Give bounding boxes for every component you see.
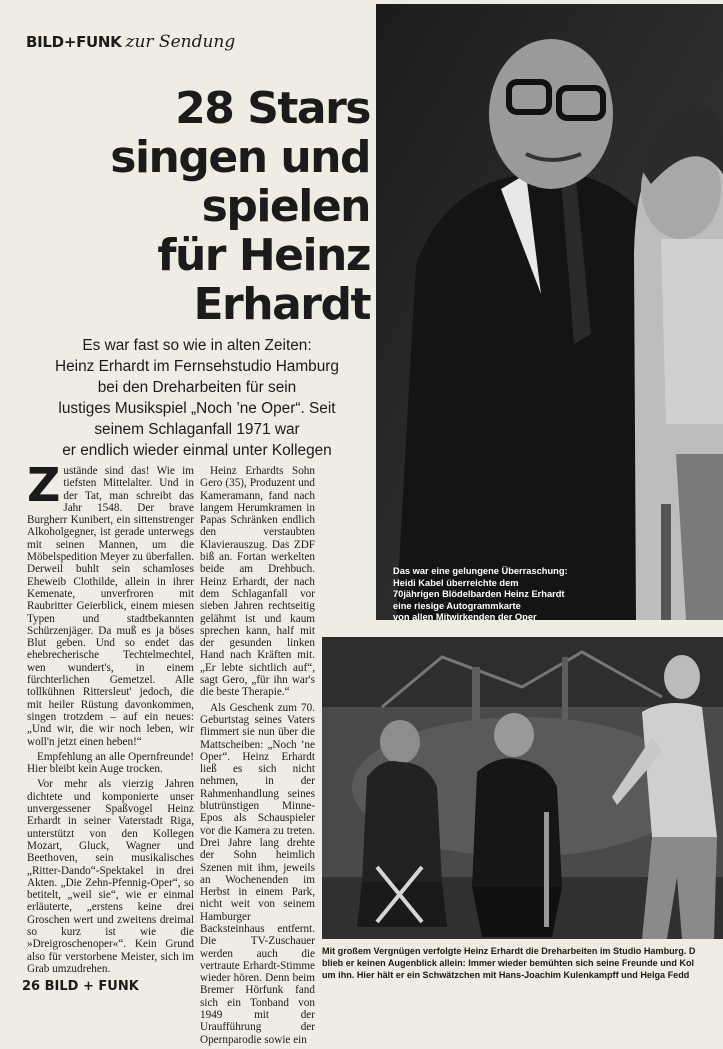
article-paragraph: Empfehlung an alle Opernfreunde! Hier bleibt kein Auge trocken. xyxy=(27,750,194,776)
article-column-1 xyxy=(27,458,194,978)
article-paragraph: Vor mehr als vierzig Jahren dichtete und komponierte unser unvergessener Spaßvogel Heinz Erhardt in seiner Vaterstadt Riga, unterstützt von den Kollegen Mozart, Gluck, Wagner und Beethoven, sein musikalisches „Ritter-Dando“-Spektakel in drei Akten. „Die Zehn-Pfennig-Oper“, so betitelt, „weil sie“, wie er einmal erläuterte, „erstens keine drei Groschen wert und zweitens dreimal so kurz ist wie die »Dreigroschenoper«“. Kein Grund also für verstorbene Meister, sich im Grab umzudrehen. xyxy=(27,778,194,975)
article-column-2 xyxy=(200,465,315,1049)
intro-lead xyxy=(22,335,372,461)
headline-line: Erhardt xyxy=(193,279,370,330)
section-header xyxy=(26,32,235,52)
intro-line: lustiges Musikspiel „Noch ’ne Oper“. Seit xyxy=(58,400,336,417)
headline-line: spielen xyxy=(201,181,370,232)
photo-erhardt-kabel xyxy=(376,4,723,620)
article-paragraph xyxy=(27,458,194,748)
page-footer: 26 BILD + FUNK xyxy=(22,979,139,994)
caption-line: 70jährigen Blödelbarden Heinz Erhardt xyxy=(393,589,565,599)
intro-line: bei den Dreharbeiten für sein xyxy=(97,379,297,396)
article-paragraph: Als Geschenk zum 70. Geburtstag seines Vaters flimmert sie nun über die Mattscheiben: „Noch ’ne Oper“. Heinz Erhardt ließ es sich nicht nehmen, in der Rahmenhandlung seines blutrünstigen Minne-Epos als Schauspieler vor die Kamera zu treten. Drei Jahre lang drehte der Sohn heimlich Szenen mit ihm, jeweils an Wochenenden im Herbst in einem Park, nicht weit von seinem Hamburger Backsteinhaus entfernt. Die TV-Zuschauer werden auch die vertraute Erhardt-Stimme wieder hören. Denn beim Bremer Hörfunk fand sich ein Tonband von 1949 mit der Uraufführung der Opernparodie sowie ein xyxy=(200,701,315,1046)
headline-line: 28 Stars xyxy=(175,83,370,134)
caption-line: von allen Mitwirkenden der Oper xyxy=(393,612,537,622)
caption-line: eine riesige Autogrammkarte xyxy=(393,600,521,611)
paragraph-text: ustände sind das! Wie im tiefsten Mittelalter. Und in der Tat, man schreibt das Jahr 1548. Der brave Burgherr Kunibert, ein sittenstrenger Alkoholgegner, ist gerade unterwegs mit seinen Mannen, um die Möbelspedition Meyer zu überfallen. Derweil buhlt sein schamloses Eheweib Clothilde, allein in ihrer Kemenate, unverfroren mit Raubritter Geierblick, einem miesen Typen und stadtbekannten Schürzenjäger. Da muß es ja böses Blut geben. Und so endet das ehebrecherische Techtelmechtel, wen wundert's, in einem fürchterlichen Gemetzel. Alle tollkühnen Rittersleut' jedoch, die mit heiler Rüstung davonkommen, singen trotzdem – auf ein neues: „Und wir, die wir noch leben, wir woll'n jetzt einen heben!“ xyxy=(27,465,194,748)
intro-line: Es war fast so wie in alten Zeiten: xyxy=(82,337,312,354)
caption-line: blieb er keinen Augenblick allein: Immer wieder bemühten sich seine Freunde und Kol xyxy=(322,958,695,968)
intro-line: er endlich wieder einmal unter Kollegen xyxy=(62,442,332,459)
headline-line: singen und xyxy=(110,132,370,183)
caption-line: um ihn. Hier hält er ein Schwätzchen mit Hans-Joachim Kulenkampff und Helga Fedd xyxy=(322,970,690,980)
photo-caption xyxy=(322,945,723,980)
intro-line: seinem Schlaganfall 1971 war xyxy=(94,421,300,438)
photo-studio-scene xyxy=(322,637,723,939)
headline xyxy=(40,84,370,329)
photo-caption xyxy=(393,566,623,624)
headline-line: für Heinz xyxy=(157,230,370,281)
brand-logo: BILD+FUNK xyxy=(26,33,122,51)
caption-line: Heidi Kabel überreichte dem xyxy=(393,577,519,588)
caption-line: Mit großem Vergnügen verfolgte Heinz Erhardt die Dreharbeiten im Studio Hamburg. D xyxy=(322,946,696,956)
article-paragraph: Heinz Erhardts Sohn Gero (35), Produzent und Kameramann, fand nach langem Herumkramen in Papas Schränken endlich den verstaubten Klavierauszug. Das ZDF biß an. Fortan werkelten beide am Drehbuch. Heinz Erhardt, der nach dem Schlaganfall vor sieben Jahren rechtseitig gelähmt ist und kaum sprechen kann, half mit der gesunden linken Hand nach Kräften mit. „Er lebte sichtlich auf“, sagt Gero, „für ihn war's die beste Therapie.“ xyxy=(200,465,315,699)
caption-line: Das war eine gelungene Überraschung: xyxy=(393,566,568,576)
photo-illustration xyxy=(322,637,723,939)
intro-line: Heinz Erhardt im Fernsehstudio Hamburg xyxy=(55,358,339,375)
photo-illustration xyxy=(376,4,723,620)
drop-cap: Z xyxy=(27,458,61,512)
section-label: zur Sendung xyxy=(125,32,236,52)
